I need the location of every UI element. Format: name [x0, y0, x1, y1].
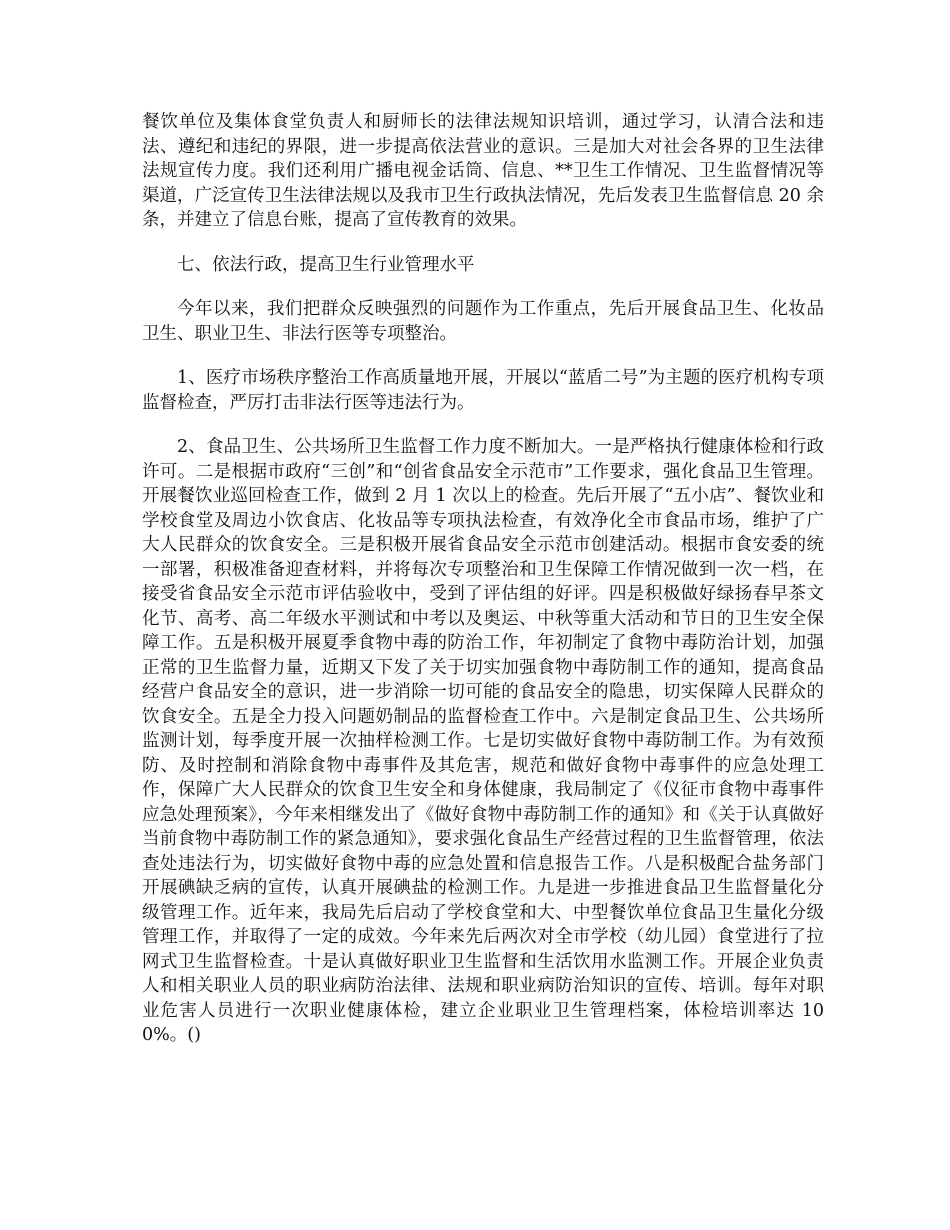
- paragraph-publicity: 餐饮单位及集体食堂负责人和厨师长的法律法规知识培训，通过学习，认清合法和违法、遵纪和违纪的界限，进一步提高依法营业的意识。三是加大对社会各界的卫生法律法规宣传力度。我们还利用广播电视金话筒、信息、**卫生工作情况、卫生监督情况等渠道，广泛宣传卫生法律法规以及我市卫生行政执法情况，先后发表卫生监督信息 20 余条，并建立了信息台账，提高了宣传教育的效果。: [142, 112, 824, 230]
- paragraph-food-hygiene: 2、食品卫生、公共场所卫生监督工作力度不断加大。一是严格执行健康体检和行政许可。二是根据市政府“三创”和“创省食品安全示范市”工作要求，强化食品卫生管理。开展餐饮业巡回检查工作，做到 2 月 1 次以上的检查。先后开展了“五小店”、餐饮业和学校食堂及周边小饮食店、化妆品等专项执法检查，有效净化全市食品市场，维护了广大人民群众的饮食安全。三是积极开展省食品安全示范市创建活动。根据市食安委的统一部署，积极准备迎查材料，并将每次专项整治和卫生保障工作情况做到一次一档，在接受省食品安全示范市评估验收中，受到了评估组的好评。四是积极做好绿扬春早茶文化节、高考、高二年级水平测试和中考以及奥运、中秋等重大活动和节日的卫生安全保障工作。五是积极开展夏季食物中毒的防治工作，年初制定了食物中毒防治计划，加强正常的卫生监督力量，近期又下发了关于切实加强食物中毒防制工作的通知，提高食品经营户食品安全的意识，进一步消除一切可能的食品安全的隐患，切实保障人民群众的饮食安全。五是全力投入问题奶制品的监督检查工作中。六是制定食品卫生、公共场所监测计划，每季度开展一次抽样检测工作。七是切实做好食物中毒防制工作。为有效预防、及时控制和消除食物中毒事件及其危害，规范和做好食物中毒事件的应急处理工作，保障广大人民群众的饮食卫生安全和身体健康，我局制定了《仪征市食物中毒事件应急处理预案》，今年来相继发出了《做好食物中毒防制工作的通知》和《关于认真做好当前食物中毒防制工作的紧急通知》，要求强化食品生产经营过程的卫生监督管理，依法查处违法行为，切实做好食物中毒的应急处置和信息报告工作。八是积极配合盐务部门开展碘缺乏病的宣传，认真开展碘盐的检测工作。九是进一步推进食品卫生监督量化分级管理工作。近年来，我局先后启动了学校食堂和大、中型餐饮单位食品卫生量化分级管理工作，并取得了一定的成效。今年来先后两次对全市学校（幼儿园）食堂进行了拉网式卫生监督检查。十是认真做好职业卫生监督和生活饮用水监测工作。开展企业负责人和相关职业人员的职业病防治法律、法规和职业病防治知识的宣传、培训。每年对职业危害人员进行一次职业健康体检，建立企业职业卫生管理档案，体检培训率达 100%。(): [142, 437, 824, 1045]
- paragraph-special-rectification: 今年以来，我们把群众反映强烈的问题作为工作重点，先后开展食品卫生、化妆品卫生、职业卫生、非法行医等专项整治。: [142, 299, 824, 344]
- paragraph-medical-market: 1、医疗市场秩序整治工作高质量地开展，开展以“蓝盾二号”为主题的医疗机构专项监督检查，严厉打击非法行医等违法行为。: [142, 368, 824, 413]
- document-page: [142, 110, 824, 1068]
- section-heading-seven: 七、依法行政，提高卫生行业管理水平: [177, 254, 475, 275]
